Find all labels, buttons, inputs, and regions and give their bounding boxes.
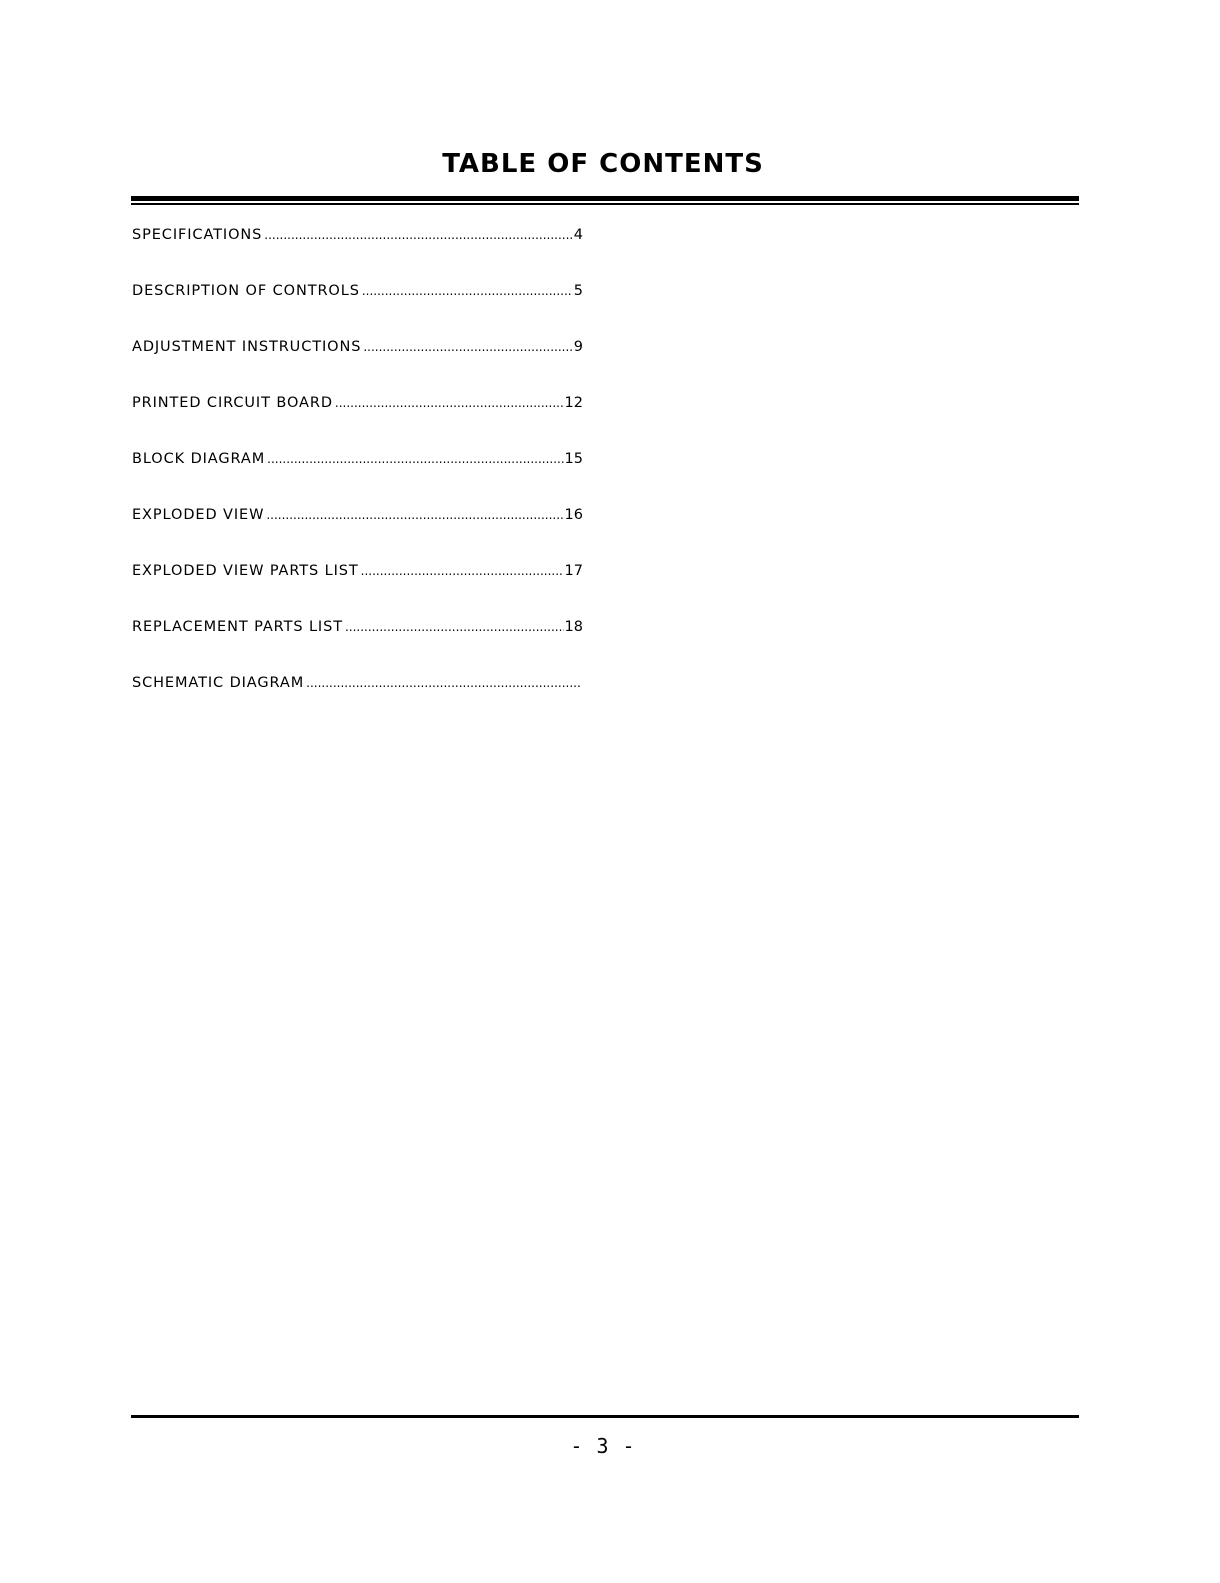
title-rule-thick (131, 196, 1079, 201)
footer-rule (131, 1415, 1079, 1418)
toc-entry-page: 4 (573, 227, 583, 243)
toc-entry-page: 15 (564, 451, 583, 467)
toc-entry-title: BLOCK DIAGRAM (132, 451, 266, 467)
toc-entry-printed-circuit-board[interactable] (132, 392, 583, 448)
page-title: TABLE OF CONTENTS (442, 149, 764, 179)
toc-entry-title: REPLACEMENT PARTS LIST (132, 619, 343, 635)
toc-entry-page: 16 (564, 507, 583, 523)
title-double-rule (131, 196, 1079, 206)
toc-dot-leader (267, 448, 563, 470)
toc-dot-leader (361, 560, 564, 582)
toc-entry-title: EXPLODED VIEW (132, 507, 265, 523)
toc-dot-leader (264, 224, 573, 246)
toc-entry-title: SCHEMATIC DIAGRAM (132, 675, 305, 691)
toc-entry-description-of-controls[interactable] (132, 280, 583, 336)
toc-entry-exploded-view-parts-list[interactable] (132, 560, 583, 616)
toc-entry-title: EXPLODED VIEW PARTS LIST (132, 563, 359, 579)
toc-entry-page: 18 (564, 619, 583, 635)
toc-entry-title: ADJUSTMENT INSTRUCTIONS (132, 339, 362, 355)
toc-entry-replacement-parts-list[interactable] (132, 616, 583, 672)
toc-entry-schematic-diagram[interactable] (132, 672, 583, 728)
toc-dot-leader (363, 336, 572, 358)
page-number: - 3 - (570, 1434, 636, 1458)
toc-dot-leader (335, 392, 564, 414)
toc-entry-block-diagram[interactable] (132, 448, 583, 504)
toc-entry-page: 9 (573, 339, 583, 355)
toc-dot-leader (345, 616, 564, 638)
table-of-contents (132, 224, 583, 728)
toc-entry-title: PRINTED CIRCUIT BOARD (132, 395, 333, 411)
toc-dot-leader (362, 280, 573, 302)
toc-dot-leader (266, 504, 563, 526)
toc-dot-leader (306, 672, 582, 694)
toc-entry-specifications[interactable] (132, 224, 583, 280)
toc-entry-page: 5 (573, 283, 583, 299)
toc-entry-page: 12 (564, 395, 583, 411)
toc-entry-adjustment-instructions[interactable] (132, 336, 583, 392)
title-rule-thin (131, 203, 1079, 205)
toc-entry-title: DESCRIPTION OF CONTROLS (132, 283, 360, 299)
toc-entry-title: SPECIFICATIONS (132, 227, 263, 243)
toc-entry-page: 17 (564, 563, 583, 579)
toc-entry-exploded-view[interactable] (132, 504, 583, 560)
